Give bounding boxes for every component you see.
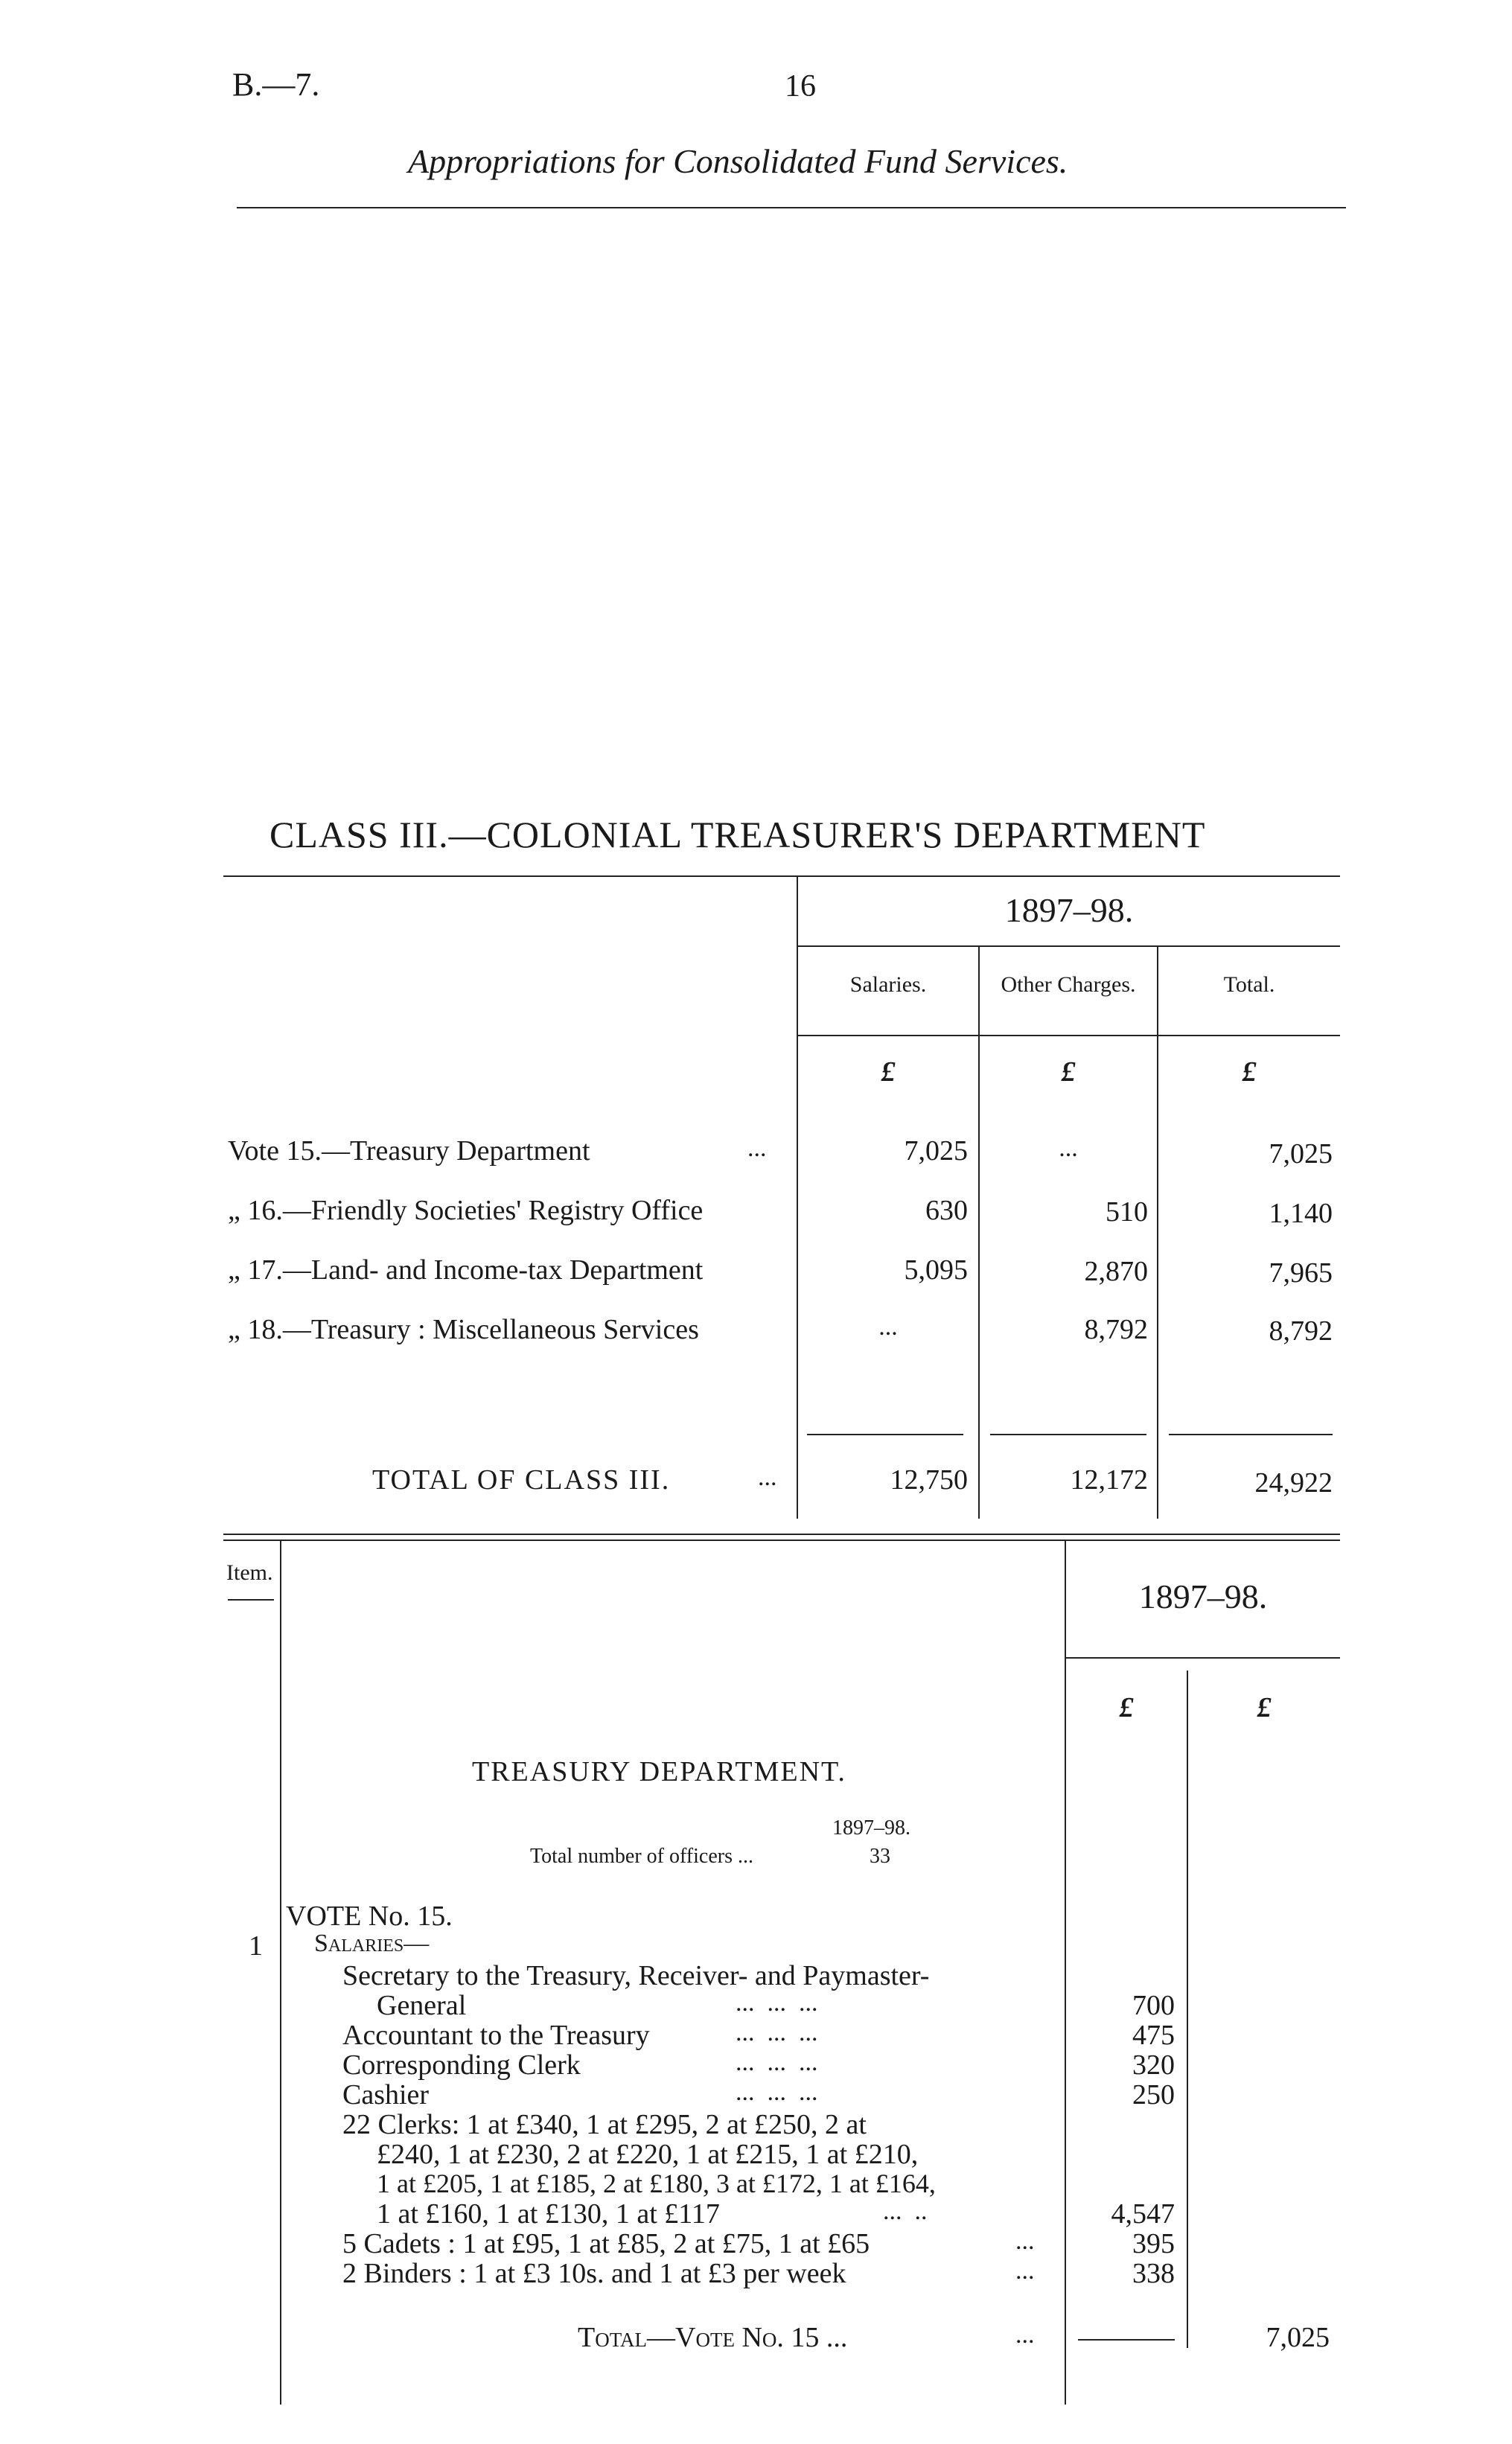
detail-line-text: 1 at £160, 1 at £130, 1 at £117 xyxy=(377,2198,720,2230)
detail-line-dots: ... ... ... xyxy=(736,1989,818,2017)
detail-line-text: 2 Binders : 1 at £3 10s. and 1 at £3 per week xyxy=(342,2258,846,2289)
detail-line-text: General xyxy=(377,1990,467,2021)
summary-row-label: Vote 15.—Treasury Department xyxy=(228,1135,590,1167)
detail-line-text: Secretary to the Treasury, Receiver- and Paymaster- xyxy=(342,1960,930,1991)
detail-item-col-rule xyxy=(280,1541,281,2405)
summary-row-salaries: 5,095 xyxy=(904,1254,968,1286)
detail-line-dots: ... xyxy=(1015,2257,1035,2285)
detail-year: 1897–98. xyxy=(1138,1577,1268,1615)
detail-line-amount: 250 xyxy=(1132,2079,1175,2110)
currency-total: £ xyxy=(1242,1056,1257,1088)
detail-line-text: 5 Cadets : 1 at £95, 1 at £85, 2 at £75, 1 at £65 xyxy=(342,2228,870,2259)
vote-label: VOTE No. 15. xyxy=(286,1901,453,1932)
vote-total-amount: 7,025 xyxy=(1266,2322,1330,2353)
vote-total-dots: ... xyxy=(1015,2321,1035,2349)
summary-row-total: 7,025 xyxy=(1269,1138,1333,1170)
summary-row-other: 2,870 xyxy=(1084,1256,1148,1287)
page-number: 16 xyxy=(785,69,816,103)
total-rule-total xyxy=(1169,1434,1333,1435)
column-header-other-charges: Other Charges. xyxy=(1001,972,1136,997)
detail-currency-total: £ xyxy=(1257,1692,1272,1723)
item-column-header: Item. xyxy=(226,1560,273,1585)
class-total-dots: ... xyxy=(758,1464,777,1491)
summary-col-rule-3 xyxy=(1157,947,1158,1519)
detail-line-text: £240, 1 at £230, 2 at £220, 1 at £215, 1 at £210, xyxy=(377,2139,919,2170)
column-header-total: Total. xyxy=(1223,972,1275,997)
summary-row-label: „ 16.—Friendly Societies' Registry Office xyxy=(228,1195,704,1226)
detail-line-amount: 700 xyxy=(1132,1990,1175,2021)
summary-row-salaries: 630 xyxy=(925,1195,968,1226)
total-rule-salaries xyxy=(807,1434,963,1435)
running-title: Appropriations for Consolidated Fund Services. xyxy=(408,142,1068,180)
detail-line-text: Corresponding Clerk xyxy=(342,2049,581,2081)
vote-total-label: Total—Vote No. 15 ... xyxy=(578,2322,848,2353)
detail-line-dots: ... .. xyxy=(883,2198,928,2225)
summary-row-total: 7,965 xyxy=(1269,1257,1333,1289)
summary-row-label: „ 18.—Treasury : Miscellaneous Services xyxy=(228,1314,699,1345)
detail-line-amount: 395 xyxy=(1132,2228,1175,2259)
officers-label: Total number of officers ... xyxy=(530,1845,753,1868)
summary-row-label: „ 17.—Land- and Income-tax Department xyxy=(228,1254,704,1286)
class-total-label: TOTAL OF CLASS III. xyxy=(372,1464,671,1496)
summary-row-total: 8,792 xyxy=(1269,1315,1333,1347)
class-total-salaries: 12,750 xyxy=(890,1464,968,1496)
detail-line-dots: ... ... ... xyxy=(736,2049,818,2076)
summary-row-other: 510 xyxy=(1106,1196,1148,1228)
detail-line-text: 1 at £205, 1 at £185, 2 at £180, 3 at £172, 1 at £164, xyxy=(377,2169,936,2198)
summary-year-rule xyxy=(798,945,1340,947)
class-title: CLASS III.—COLONIAL TREASURER'S DEPARTMENT xyxy=(269,814,1206,855)
currency-salaries: £ xyxy=(881,1056,896,1088)
detail-line-dots: ... ... ... xyxy=(736,2019,818,2046)
class-title-rule xyxy=(223,875,1340,877)
summary-row-other: ... xyxy=(1059,1135,1078,1162)
class-total-other: 12,172 xyxy=(1070,1464,1148,1496)
detail-line-text: 22 Clerks: 1 at £340, 1 at £295, 2 at £250, 2 at xyxy=(342,2109,867,2140)
section-double-rule-top xyxy=(223,1534,1340,1535)
detail-line-amount: 338 xyxy=(1132,2258,1175,2289)
officers-year: 1897–98. xyxy=(832,1816,910,1840)
summary-row-dots: ... xyxy=(747,1135,767,1162)
detail-line-amount: 475 xyxy=(1132,2020,1175,2051)
detail-line-text: Cashier xyxy=(342,2079,430,2110)
total-rule-other xyxy=(990,1434,1146,1435)
summary-row-salaries: ... xyxy=(878,1313,898,1341)
currency-other: £ xyxy=(1061,1056,1076,1088)
vote-total-rule xyxy=(1078,2339,1175,2341)
column-header-salaries: Salaries. xyxy=(849,972,927,997)
summary-row-other: 8,792 xyxy=(1084,1314,1148,1345)
page-ref: B.—7. xyxy=(232,66,320,103)
summary-col-rule-2 xyxy=(978,947,980,1519)
officers-count: 33 xyxy=(870,1845,890,1868)
summary-row-total: 1,140 xyxy=(1269,1198,1333,1229)
summary-year: 1897–98. xyxy=(1004,891,1134,929)
detail-line-dots: ... ... ... xyxy=(736,2078,818,2106)
item-number: 1 xyxy=(249,1930,263,1962)
detail-line-dots: ... xyxy=(1015,2227,1035,2255)
department-heading: TREASURY DEPARTMENT. xyxy=(472,1756,846,1787)
detail-currency-amount: £ xyxy=(1119,1692,1134,1723)
detail-line-amount: 4,547 xyxy=(1111,2198,1175,2230)
class-total-total: 24,922 xyxy=(1254,1467,1333,1499)
section-double-rule-bottom xyxy=(223,1540,1340,1541)
salaries-heading: Salaries— xyxy=(314,1930,430,1957)
detail-line-text: Accountant to the Treasury xyxy=(342,2020,650,2051)
item-header-rule xyxy=(228,1599,274,1601)
detail-year-rule xyxy=(1066,1657,1340,1659)
summary-row-salaries: 7,025 xyxy=(904,1135,968,1167)
header-rule xyxy=(237,207,1346,208)
column-header-rule xyxy=(798,1035,1340,1036)
detail-subtotal-col-rule xyxy=(1187,1671,1188,2348)
detail-line-amount: 320 xyxy=(1132,2049,1175,2081)
